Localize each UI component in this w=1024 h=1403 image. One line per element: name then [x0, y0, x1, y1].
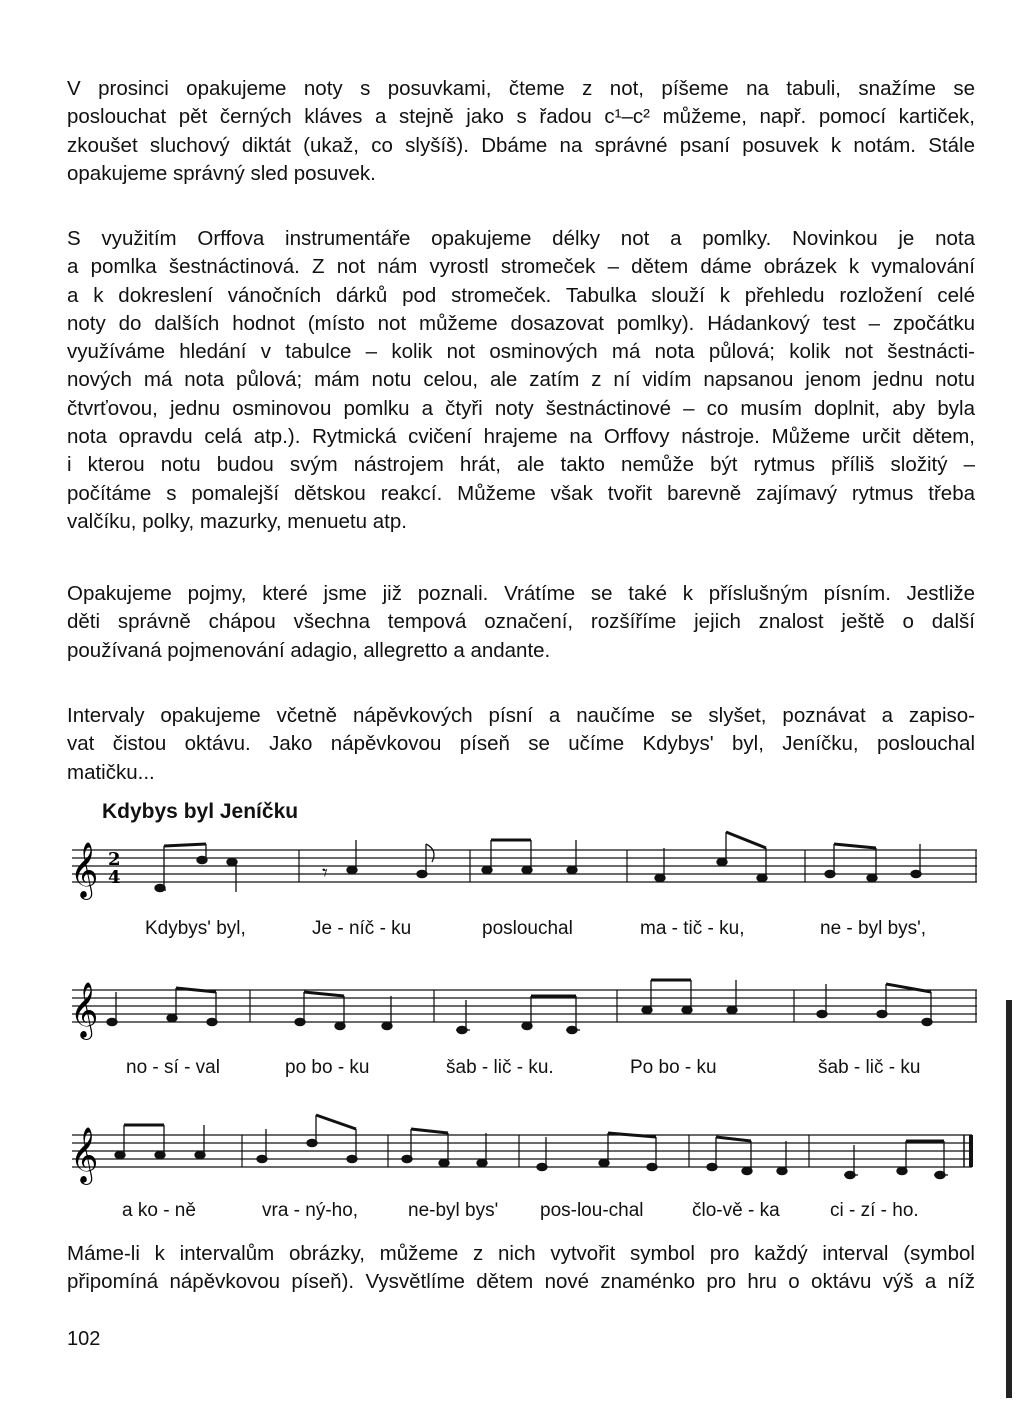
page-number: 102: [67, 1328, 101, 1350]
paragraph-line: Opakujeme pojmy, které jsme již poznali. Vrátíme se také k příslušným písním. Jestliže: [67, 582, 975, 605]
paragraph-line: zkoušet sluchový diktát (ukaž, co slyšíš). Dbáme na správné psaní posuvek k notám. Stále: [67, 133, 975, 157]
paragraph-line: matičku...: [67, 760, 155, 784]
lyric: člo-vě - ka: [692, 1200, 780, 1221]
lyric: pos-lou-chal: [540, 1200, 644, 1221]
lyric: ne - byl bys',: [820, 918, 927, 939]
time-signature-bottom: 4: [108, 867, 121, 888]
lyric: ne-byl bys': [408, 1200, 499, 1221]
treble-clef-icon: 𝄞: [70, 982, 99, 1038]
paragraph-line: čtvrťovou, jednu osminovou pomlku a čtyři noty šestnáctinové – co musím doplnit, aby byla: [67, 396, 975, 420]
paragraph-line: V prosinci opakujeme noty s posuvkami, čteme z not, píšeme na tabuli, snažíme se: [67, 77, 975, 100]
lyric: ci - zí - ho.: [830, 1200, 919, 1221]
time-signature-top: 2: [108, 849, 121, 870]
paragraph-line: připomíná nápěvkovou píseň). Vysvětlíme dětem nové znaménko pro hru o oktávu výš a níž: [67, 1270, 975, 1294]
paragraph-line: nota opravdu celá atp.). Rytmická cvičení hrajeme na Orffovy nástroje. Můžeme určit dětem,: [67, 425, 975, 449]
lyric: a ko - ně: [122, 1200, 196, 1221]
paragraph-line: používaná pojmenování adagio, allegretto a andante.: [67, 638, 551, 662]
paragraph-line: opakujeme správný sled posuvek.: [67, 161, 376, 185]
song-title: Kdybys byl Jeníčku: [102, 800, 299, 823]
staff-lines-svg: [72, 1115, 977, 1185]
paragraph-line: Intervaly opakujeme včetně nápěvkových písní a naučíme se slyšet, poznávat a zapiso-: [67, 704, 975, 727]
paragraph-2: [67, 225, 975, 536]
treble-clef-icon: 𝄞: [70, 1127, 99, 1183]
paragraph-line: a pomlka šestnáctinová. Z not nám vyrostl stromeček – dětem dáme obrázek k vymalování: [67, 255, 975, 279]
paragraph-line: valčíku, polky, mazurky, menuetu atp.: [67, 509, 407, 533]
lyric: Je - níč - ku: [312, 918, 412, 939]
paragraph-1: [67, 75, 975, 188]
lyric: vra - ný-ho,: [262, 1200, 359, 1221]
lyric: Po bo - ku: [630, 1057, 717, 1078]
paragraph-line: S využitím Orffova instrumentáře opakujeme délky not a pomlky. Novinkou je nota: [67, 227, 975, 250]
treble-clef-icon: 𝄞: [70, 842, 99, 898]
paragraph-line: nových má nota půlová; mám notu celou, ale zatím z ní vidím napsanou jenom jednu notu: [67, 368, 975, 392]
svg-text:𝄾: 𝄾: [322, 860, 328, 885]
paragraph-5: [67, 1240, 975, 1297]
lyric: no - sí - val: [126, 1057, 220, 1078]
lyric: ma - tič - ku,: [640, 918, 745, 939]
paragraph-line: noty do dalších hodnot (místo not můžeme dosazovat pomlky). Hádankový test – zpočátku: [67, 311, 975, 335]
lyric: po bo - ku: [285, 1057, 370, 1078]
music-staff-2: [70, 970, 977, 1038]
lyric: šab - lič - ku: [818, 1057, 921, 1078]
paragraph-line: děti správně chápou všechna tempová označení, rozšíříme jejich znalost ještě o další: [67, 610, 975, 634]
lyric: poslouchal: [482, 918, 573, 939]
paragraph-line: počítáme s pomalejší dětskou reakcí. Můžeme však tvořit barevně zajímavý rytmus třeba: [67, 481, 975, 505]
lyric: šab - lič - ku.: [446, 1057, 554, 1078]
music-staff-1: [70, 830, 977, 898]
paragraph-line: Máme-li k intervalům obrázky, můžeme z nich vytvořit symbol pro každý interval (symbol: [67, 1242, 975, 1265]
paragraph-line: vat čistou oktávu. Jako nápěvkovou píseň se učíme Kdybys' byl, Jeníčku, poslouchal: [67, 732, 975, 756]
music-staff-3: [70, 1115, 977, 1183]
staff-lines-svg: [72, 970, 977, 1040]
lyric: Kdybys' byl,: [145, 918, 246, 939]
staff-lines-svg: [72, 830, 977, 900]
paragraph-line: využíváme hledání v tabulce – kolik not osminových má nota půlová; kolik not šestnácti-: [67, 340, 975, 364]
paragraph-line: poslouchat pět černých kláves a stejně jako s řadou c¹–c² můžeme, např. pomocí kartiček,: [67, 105, 975, 129]
paragraph-4: [67, 702, 975, 787]
paragraph-line: a k dokreslení vánočních dárků pod stromeček. Tabulka slouží k přehledu rozložení celé: [67, 283, 975, 307]
paragraph-line: i kterou notu budou svým nástrojem hrát, ale takto nemůže být rytmus příliš složitý –: [67, 453, 975, 477]
paragraph-3: [67, 580, 975, 665]
scan-edge-bar: [1006, 1000, 1012, 1398]
